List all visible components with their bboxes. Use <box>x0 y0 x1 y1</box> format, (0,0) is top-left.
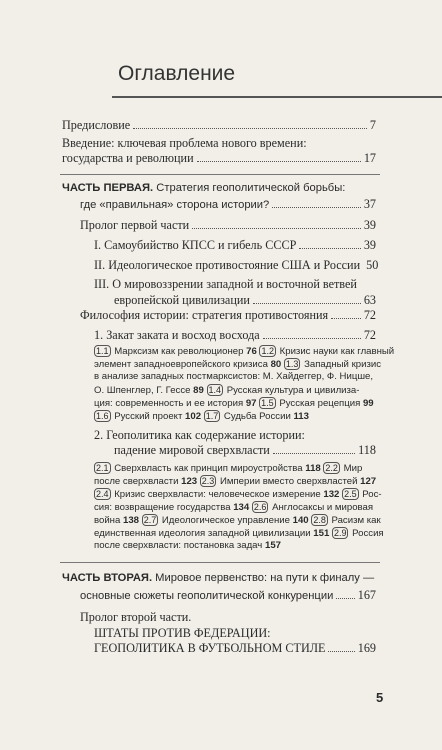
toc-part-two[interactable] <box>80 588 376 603</box>
subsection-badge: 1.2 <box>261 346 274 356</box>
subsection-title: единственная идеология западной цивилизации <box>94 528 311 539</box>
entry-page: 37 <box>363 197 376 211</box>
subsection-line <box>94 514 381 526</box>
toc-entry-section-1[interactable] <box>94 328 376 343</box>
entry-page: 167 <box>357 588 376 602</box>
subsection-title: ция: современность и ее история <box>94 398 244 409</box>
subsection-line <box>94 358 381 370</box>
subsection-line <box>94 371 373 382</box>
subsection-page: 89 <box>193 385 204 396</box>
dot-leader <box>263 329 361 339</box>
part-label: ЧАСТЬ ПЕРВАЯ. <box>62 182 154 194</box>
entry-text: 1. Закат заката и восход восхода <box>94 328 260 342</box>
page-title: Оглавление <box>118 62 236 85</box>
dot-leader <box>299 239 360 249</box>
subsection-page: 140 <box>292 515 309 526</box>
subsection-page: 118 <box>305 463 321 474</box>
entry-page: 72 <box>363 308 376 322</box>
entry-text: I. Самоубийство КПСС и гибель СССР <box>94 238 297 252</box>
subsection-title: Кризис науки как главный <box>279 346 395 357</box>
toc-entry-preface[interactable] <box>62 118 376 133</box>
subsection-page: 132 <box>323 489 340 500</box>
entry-text: европейской цивилизации <box>114 293 250 307</box>
subsection-line <box>94 488 382 500</box>
subsection-title: Кризис сверхвласти: человеческое измерение <box>114 489 321 500</box>
subsection-title: Сверхвласть как принцип мироустройства <box>114 463 303 474</box>
subsection-title: сия: возвращение государства <box>94 502 231 513</box>
entry-text: Предисловие <box>62 118 131 132</box>
entry-page: 17 <box>363 151 376 165</box>
subsection-title: элемент западноевропейского кризиса <box>94 359 268 370</box>
toc-part-two-line1[interactable] <box>62 572 374 584</box>
entry-text: основные сюжеты геополитической конкуренции <box>80 590 334 602</box>
subsection-badge: 2.4 <box>96 489 109 499</box>
entry-page: 39 <box>363 218 376 232</box>
subsection-badge: 1.5 <box>261 398 274 408</box>
entry-page: 50 <box>366 258 379 272</box>
toc-entry-prologue-1[interactable] <box>80 218 376 233</box>
subsection-title: в анализе западных постмарксистов: М. Хайдеггер, Ф. Ницше, <box>94 371 374 382</box>
toc-entry-section-2-line1[interactable]: 2. Геополитика как содержание истории: <box>94 428 305 442</box>
toc-entry-chapter-3[interactable] <box>114 293 376 308</box>
subsection-title: после сверхвласти: постановка задач <box>94 540 263 551</box>
toc-entry-prologue-2-line1[interactable]: Пролог второй части. <box>80 610 192 624</box>
entry-page: 63 <box>363 293 376 307</box>
title-rule <box>112 96 442 98</box>
toc-part-one-line1[interactable] <box>62 182 345 194</box>
entry-text: государства и революции <box>62 151 194 165</box>
subsection-page: 134 <box>233 502 250 513</box>
dot-leader <box>133 119 367 129</box>
toc-entry-intro-line1[interactable]: Введение: ключевая проблема нового времени: <box>62 136 307 150</box>
subsection-title: Идеологическое управление <box>161 515 290 526</box>
dot-leader <box>272 198 361 208</box>
toc-part-one[interactable] <box>80 197 376 212</box>
toc-entry-prologue-2-line2[interactable]: ШТАТЫ ПРОТИВ ФЕДЕРАЦИИ: <box>94 626 271 640</box>
subsection-title: Империи вместо сверхвластей <box>219 476 358 487</box>
subsection-badge: 2.3 <box>201 476 215 486</box>
entry-page: 72 <box>363 328 376 342</box>
dot-leader <box>253 294 361 304</box>
subsection-page: 102 <box>185 411 202 422</box>
dot-leader <box>273 444 355 454</box>
subsection-badge: 1.3 <box>285 359 299 369</box>
subsection-title: Мир <box>343 463 363 474</box>
entry-text: где «правильная» сторона истории? <box>80 199 270 211</box>
toc-entry-chapter-2[interactable] <box>94 258 379 273</box>
subsection-title: О. Шпенглер, Г. Гессе <box>94 385 191 396</box>
toc-entry-prologue-2[interactable] <box>94 641 376 656</box>
subsection-line <box>94 397 374 409</box>
subsection-badge: 2.6 <box>253 502 267 512</box>
entry-page: 7 <box>369 118 376 132</box>
subsection-title: Россия <box>352 528 384 539</box>
subsection-page: 113 <box>293 411 309 422</box>
subsection-page: 123 <box>181 476 198 487</box>
subsection-title: война <box>94 515 121 526</box>
divider-rule <box>60 174 380 175</box>
subsection-title: Русская культура и цивилиза- <box>226 385 360 396</box>
part-title: Мировое первенство: на пути к финалу — <box>155 572 375 584</box>
subsection-badge: 2.9 <box>333 528 347 538</box>
subsection-title: Судьба России <box>223 411 291 422</box>
toc-entry-section-2[interactable] <box>114 443 376 458</box>
dot-leader <box>336 589 354 599</box>
entry-text: Пролог первой части <box>80 218 190 232</box>
subsection-title: Англосаксы и мировая <box>272 502 374 513</box>
subsection-title: Русский проект <box>114 411 183 422</box>
subsection-page: 138 <box>123 515 140 526</box>
subsection-line <box>94 384 359 396</box>
subsection-page: 157 <box>264 540 281 551</box>
subsection-page: 99 <box>362 398 374 409</box>
subsection-line <box>94 527 384 539</box>
subsection-badge: 1.7 <box>205 411 219 421</box>
page-number: 5 <box>376 690 384 705</box>
toc-entry-chapter-3-line1[interactable]: III. О мировоззрении западной и восточной ветвей <box>94 277 357 291</box>
subsection-page: 97 <box>245 398 257 409</box>
subsection-badge: 1.1 <box>96 346 109 356</box>
entry-page: 118 <box>358 443 376 457</box>
subsection-badge: 2.1 <box>96 463 109 473</box>
subsection-line <box>94 462 362 474</box>
entry-text: II. Идеологическое противостояние США и России <box>94 258 361 272</box>
toc-entry-intro[interactable] <box>62 151 376 166</box>
dot-leader <box>192 219 361 229</box>
subsection-page: 76 <box>246 346 257 357</box>
subsection-badge: 2.5 <box>344 489 357 499</box>
subsection-page: 151 <box>313 528 330 539</box>
subsection-title: после сверхвласти <box>94 476 179 487</box>
subsection-title: Расизм как <box>331 515 381 526</box>
subsection-title: Русская рецепция <box>279 398 361 409</box>
subsection-page: 127 <box>360 476 377 487</box>
subsection-badge: 2.7 <box>143 515 157 525</box>
entry-page: 39 <box>363 238 376 252</box>
toc-entry-chapter-1[interactable] <box>94 238 376 253</box>
subsection-line <box>94 345 394 357</box>
entry-text: падение мировой сверхвласти <box>114 443 270 457</box>
subsection-line <box>94 410 309 422</box>
divider-rule <box>60 562 380 563</box>
dot-leader <box>331 309 361 319</box>
subsection-badge: 1.4 <box>208 385 222 395</box>
subsection-badge: 2.8 <box>313 515 326 525</box>
subsection-page: 80 <box>270 359 282 370</box>
subsection-line <box>94 475 376 487</box>
entry-text: Философия истории: стратегия противостояния <box>80 308 329 322</box>
subsection-title: Марксизм как революционер <box>114 346 244 357</box>
subsection-badge: 2.2 <box>325 463 338 473</box>
part-title: Стратегия геополитической борьбы: <box>156 182 346 194</box>
subsection-title: Западный кризис <box>304 359 382 370</box>
subsection-title: Рос- <box>362 489 382 500</box>
subsection-line <box>94 501 373 513</box>
subsection-badge: 1.6 <box>96 411 109 421</box>
entry-page: 169 <box>357 641 376 655</box>
subsection-line <box>94 540 281 551</box>
dot-leader <box>328 642 354 652</box>
part-label: ЧАСТЬ ВТОРАЯ. <box>62 572 153 584</box>
toc-entry-philosophy[interactable] <box>80 308 376 323</box>
dot-leader <box>197 152 361 162</box>
entry-text: ГЕОПОЛИТИКА В ФУТБОЛЬНОМ СТИЛЕ <box>94 641 326 655</box>
